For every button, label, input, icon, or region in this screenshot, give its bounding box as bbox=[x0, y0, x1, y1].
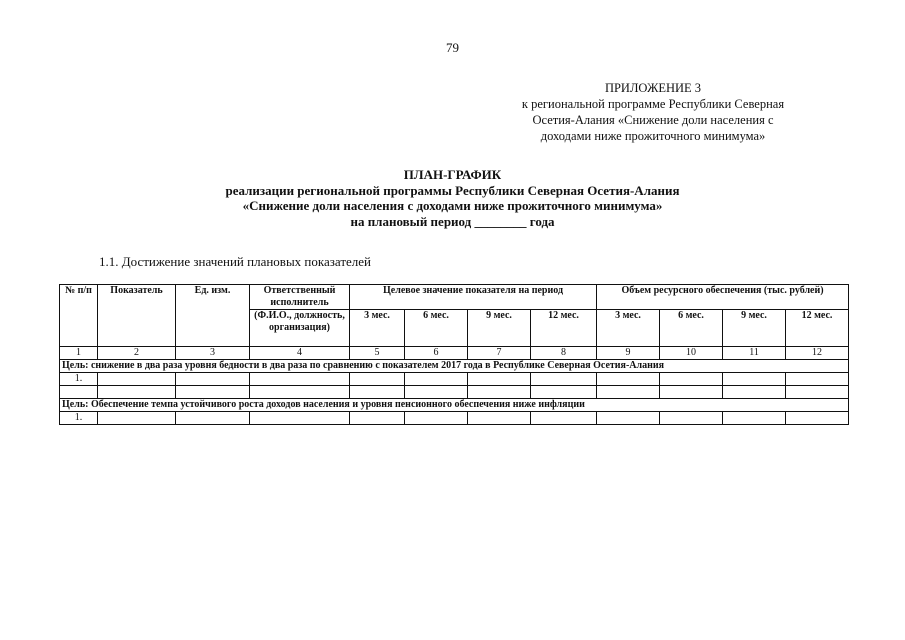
column-number: 11 bbox=[723, 347, 786, 360]
table-cell bbox=[350, 412, 405, 425]
column-number: 3 bbox=[176, 347, 250, 360]
goal-row bbox=[60, 360, 849, 373]
table-cell bbox=[176, 386, 250, 399]
column-number: 5 bbox=[350, 347, 405, 360]
plan-title-line-4: на плановый период ________ года bbox=[350, 213, 555, 229]
column-number: 1 bbox=[60, 347, 98, 360]
goal-text: Цель: снижение в два раза уровня бедности в два раза по сравнению с показателем 2017 года в Республике Северная Осетия-Алания bbox=[60, 360, 849, 373]
plan-title bbox=[0, 167, 905, 229]
table-cell bbox=[468, 373, 531, 386]
header-indicator: Показатель bbox=[98, 285, 176, 347]
plan-title-line-3: «Снижение доли населения с доходами ниже прожиточного минимума» bbox=[242, 198, 663, 213]
table-cell bbox=[597, 386, 660, 399]
table-cell bbox=[723, 412, 786, 425]
header-resource-group: Объем ресурсного обеспечения (тыс. рублей) bbox=[597, 285, 849, 310]
table-header-row bbox=[60, 285, 849, 310]
table-cell bbox=[531, 412, 597, 425]
table-cell bbox=[250, 373, 350, 386]
row-number bbox=[60, 386, 98, 399]
table-row bbox=[60, 386, 849, 399]
table-cell bbox=[98, 412, 176, 425]
column-number: 8 bbox=[531, 347, 597, 360]
table-row bbox=[60, 373, 849, 386]
table-cell bbox=[597, 373, 660, 386]
table-row bbox=[60, 412, 849, 425]
appendix-line-2: Осетия-Алания «Снижение доли населения с bbox=[532, 113, 774, 127]
row-number: 1. bbox=[60, 412, 98, 425]
header-period: 12 мес. bbox=[531, 310, 597, 347]
column-number: 10 bbox=[660, 347, 723, 360]
column-number: 4 bbox=[250, 347, 350, 360]
header-period: 6 мес. bbox=[405, 310, 468, 347]
table-cell bbox=[468, 412, 531, 425]
table-cell bbox=[350, 386, 405, 399]
appendix-line-1: к региональной программе Республики Северная bbox=[521, 97, 785, 111]
table-cell bbox=[786, 386, 849, 399]
table-cell bbox=[468, 386, 531, 399]
table-cell bbox=[176, 412, 250, 425]
goal-row bbox=[60, 399, 849, 412]
section-heading: 1.1. Достижение значений плановых показателей bbox=[99, 254, 372, 269]
plan-title-line-2: реализации региональной программы Республики Северная Осетия-Алания bbox=[225, 182, 680, 198]
header-target-group: Целевое значение показателя на период bbox=[350, 285, 597, 310]
column-number: 2 bbox=[98, 347, 176, 360]
header-responsible: Ответственный исполнитель bbox=[250, 285, 350, 310]
column-number: 12 bbox=[786, 347, 849, 360]
row-number: 1. bbox=[60, 373, 98, 386]
header-period: 3 мес. bbox=[350, 310, 405, 347]
appendix-header bbox=[473, 80, 833, 144]
table-cell bbox=[723, 373, 786, 386]
header-responsible-note: (Ф.И.О., должность, организация) bbox=[250, 310, 350, 347]
table-cell bbox=[723, 386, 786, 399]
table-cell bbox=[660, 386, 723, 399]
column-number: 6 bbox=[405, 347, 468, 360]
table-cell bbox=[786, 373, 849, 386]
goal-text: Цель: Обеспечение темпа устойчивого роста доходов населения и уровня пенсионного обеспечения ниже инфляции bbox=[60, 399, 849, 412]
plan-schedule-table bbox=[59, 284, 849, 425]
header-num: № п/п bbox=[60, 285, 98, 347]
table-cell bbox=[531, 386, 597, 399]
column-number-row bbox=[60, 347, 849, 360]
table-cell bbox=[405, 412, 468, 425]
table-cell bbox=[250, 412, 350, 425]
appendix-line-3: доходами ниже прожиточного минимума» bbox=[540, 129, 766, 143]
header-period: 6 мес. bbox=[660, 310, 723, 347]
table-cell bbox=[350, 373, 405, 386]
table-cell bbox=[98, 373, 176, 386]
table-cell bbox=[98, 386, 176, 399]
table-cell bbox=[660, 373, 723, 386]
header-period: 12 мес. bbox=[786, 310, 849, 347]
table-cell bbox=[250, 386, 350, 399]
column-number: 7 bbox=[468, 347, 531, 360]
table-cell bbox=[531, 373, 597, 386]
table-cell bbox=[660, 412, 723, 425]
table-cell bbox=[405, 386, 468, 399]
plan-title-line-1: ПЛАН-ГРАФИК bbox=[403, 167, 502, 182]
header-period: 3 мес. bbox=[597, 310, 660, 347]
appendix-title: ПРИЛОЖЕНИЕ 3 bbox=[604, 81, 702, 95]
table-cell bbox=[405, 373, 468, 386]
header-period: 9 мес. bbox=[468, 310, 531, 347]
header-unit: Ед. изм. bbox=[176, 285, 250, 347]
header-period: 9 мес. bbox=[723, 310, 786, 347]
column-number: 9 bbox=[597, 347, 660, 360]
table-cell bbox=[786, 412, 849, 425]
table-cell bbox=[176, 373, 250, 386]
table-cell bbox=[597, 412, 660, 425]
page-number: 79 bbox=[446, 40, 459, 55]
